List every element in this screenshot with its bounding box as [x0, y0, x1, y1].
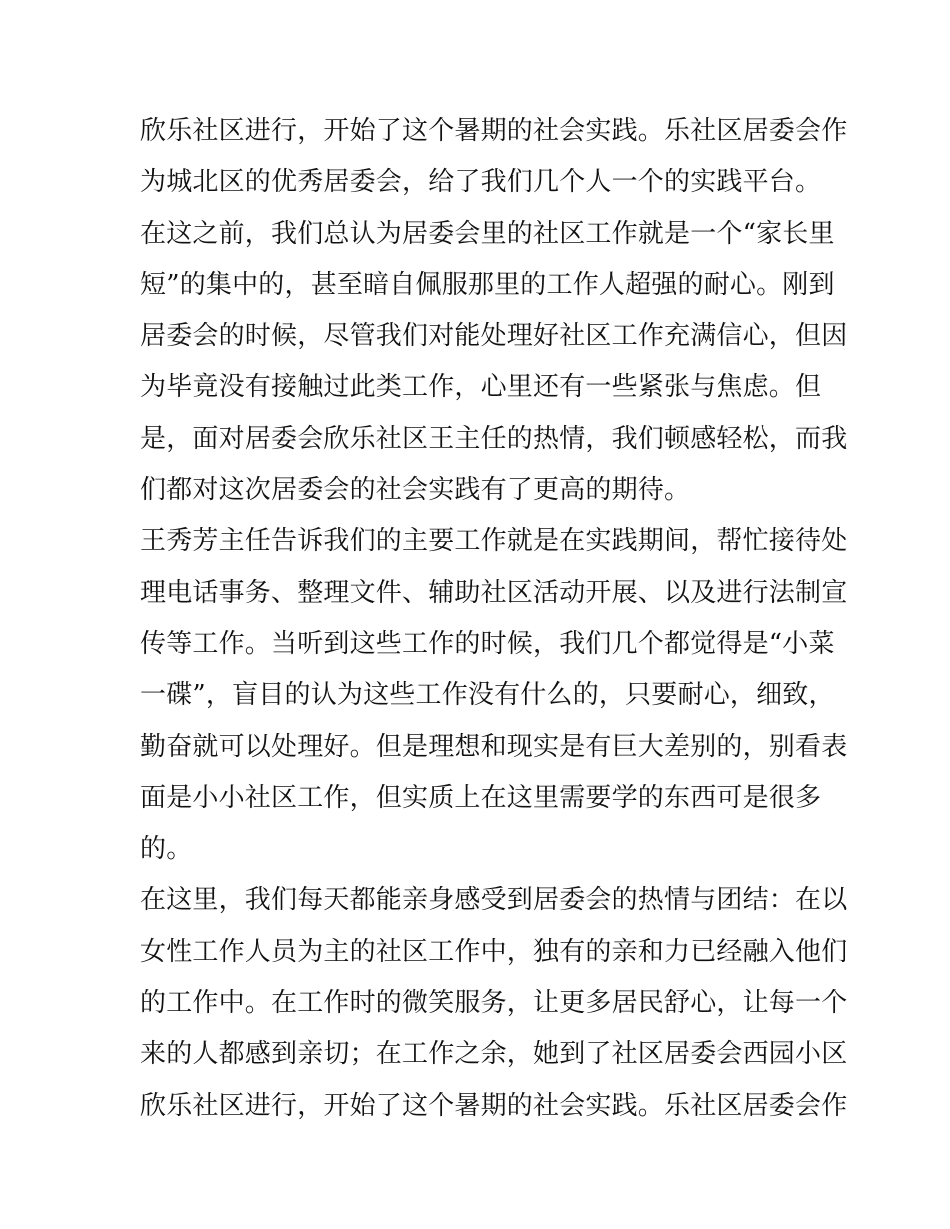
text-line: 理电话事务、整理文件、辅助社区活动开展、以及进行法制宣: [140, 577, 848, 608]
text-line: 们都对这次居委会的社会实践有了更高的期待。: [140, 475, 691, 506]
text-line: 来的人都感到亲切；在工作之余，她到了社区居委会西园小区: [140, 1039, 848, 1070]
text-line: 为城北区的优秀居委会，给了我们几个人一个的实践平台。: [140, 167, 822, 198]
text-line: 欣乐社区进行，开始了这个暑期的社会实践。乐社区居委会作: [140, 1090, 848, 1121]
text-line: 在这之前，我们总认为居委会里的社区工作就是一个“家长里: [140, 218, 835, 249]
document-body: [140, 106, 848, 1132]
text-line: 为毕竟没有接触过此类工作，心里还有一些紧张与焦虑。但: [140, 372, 822, 403]
text-line: 勤奋就可以处理好。但是理想和现实是有巨大差别的，别看表: [140, 731, 848, 762]
text-line: 的。: [140, 834, 193, 865]
text-line: 女性工作人员为主的社区工作中，独有的亲和力已经融入他们: [140, 936, 848, 967]
text-line: 短”的集中的，甚至暗自佩服那里的工作人超强的耐心。刚到: [140, 269, 835, 300]
text-line: 的工作中。在工作时的微笑服务，让更多居民舒心，让每一个: [140, 988, 848, 1019]
text-line: 欣乐社区进行，开始了这个暑期的社会实践。乐社区居委会作: [140, 116, 848, 146]
text-line: 是，面对居委会欣乐社区王主任的热情，我们顿感轻松，而我: [140, 423, 848, 454]
text-line: 面是小小社区工作，但实质上在这里需要学的东西可是很多: [140, 782, 822, 813]
text-line: 一碟”，盲目的认为这些工作没有什么的，只要耐心，细致，: [140, 680, 835, 711]
text-line: 在这里，我们每天都能亲身感受到居委会的热情与团结：在以: [140, 885, 848, 916]
text-line: 传等工作。当听到这些工作的时候，我们几个都觉得是“小菜: [140, 628, 835, 659]
text-line: 居委会的时候，尽管我们对能处理好社区工作充满信心，但因: [140, 321, 848, 352]
text-line: 王秀芳主任告诉我们的主要工作就是在实践期间，帮忙接待处: [140, 526, 848, 557]
